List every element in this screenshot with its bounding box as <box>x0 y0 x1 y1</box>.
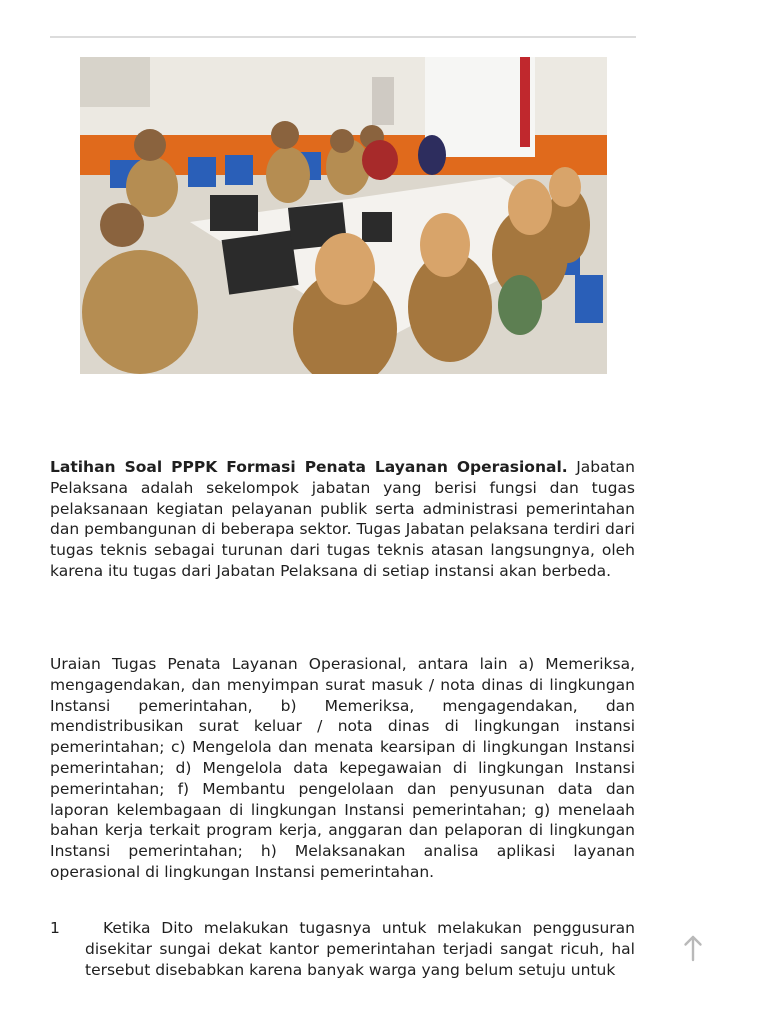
intro-body: Jabatan Pelaksana adalah sekelompok jabatan yang berisi fungsi dan tugas pelaksanaan kegiatan pelayanan publik serta administrasi pemerintahan dan pembangunan di beberapa sektor. Tugas Jabatan pelaksana terdiri dari tugas teknis sebagai turunan dari tugas teknis atasan langsungnya, oleh karena itu tugas dari Jabatan Pelaksana di setiap instansi akan berbeda. <box>50 458 635 580</box>
duties-paragraph: Uraian Tugas Penata Layanan Operasional, antara lain a) Memeriksa, mengagendakan, dan menyimpan surat masuk / nota dinas di lingkungan Instansi pemerintahan, b) Memeriksa, mengagendakan, dan mendistribusikan surat keluar / nota dinas di lingkungan instansi pemerintahan; c) Mengelola dan menata kearsipan di lingkungan Instansi pemerintahan; d) Mengelola data kepegawaian di lingkungan Instansi pemerintahan; f) Membantu pengelolaan dan penyusunan data dan laporan kelembagaan di lingkungan Instansi pemerintahan; g) menelaah bahan kerja terkait program kerja, anggaran dan pelaporan di lingkungan Instansi pemerintahan; h) Melaksanakan analisa aplikasi layanan operasional di lingkungan Instansi pemerintahan. <box>50 655 635 881</box>
article-photo <box>80 57 607 374</box>
scroll-to-top-button[interactable] <box>679 936 707 966</box>
question-text: Ketika Dito melakukan tugasnya untuk melakukan penggusuran disekitar sungai dekat kantor pemerintahan terjadi sangat ricuh, hal tersebut disebabkan karena banyak warga yang belum setuju untuk <box>85 919 635 979</box>
arrow-up-icon <box>683 934 703 969</box>
intro-lead: Latihan Soal PPPK Formasi Penata Layanan Operasional. <box>50 458 568 476</box>
intro-paragraph <box>50 457 635 582</box>
question-item <box>50 918 635 980</box>
top-divider <box>50 36 636 38</box>
question-number: 1 <box>50 919 60 937</box>
